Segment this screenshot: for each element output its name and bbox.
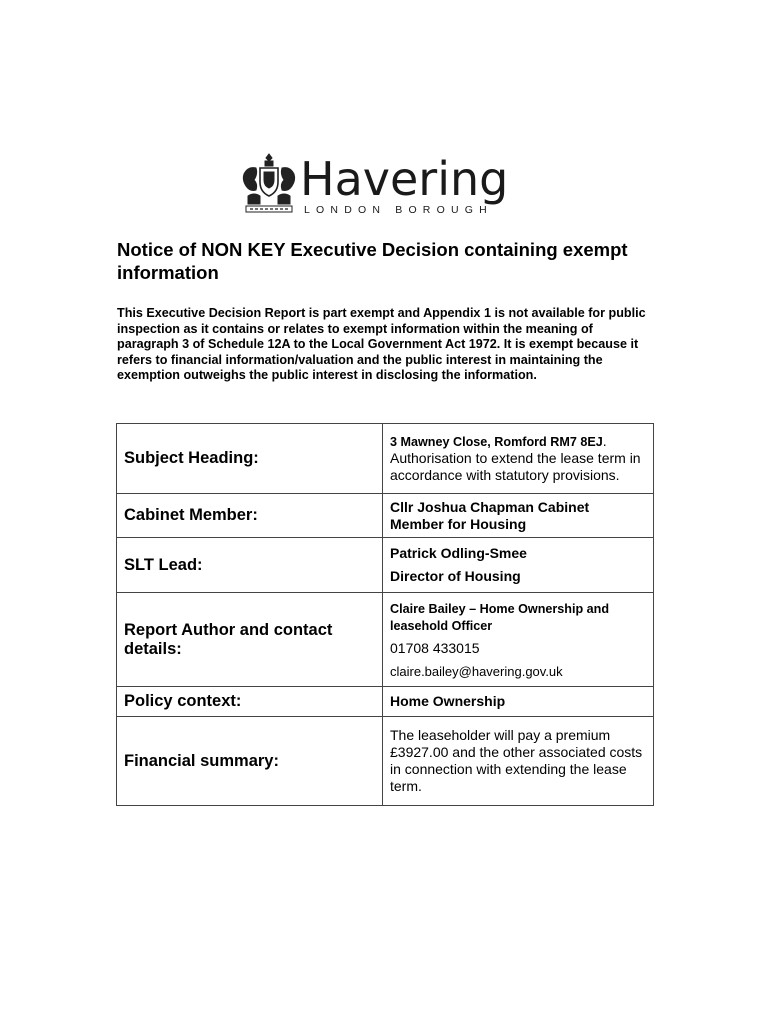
table-row bbox=[117, 494, 654, 538]
subject-address-dot: . bbox=[602, 433, 607, 449]
slt-lead-name: Patrick Odling-Smee bbox=[390, 545, 527, 561]
table-row bbox=[117, 538, 654, 593]
cabinet-member-value: Cllr Joshua Chapman Cabinet Member for Housing bbox=[383, 494, 654, 538]
report-author-value bbox=[383, 593, 654, 687]
table-row bbox=[117, 593, 654, 687]
subject-heading-value bbox=[383, 424, 654, 494]
havering-logo bbox=[240, 152, 530, 222]
subject-description: Authorisation to extend the lease term in accordance with statutory provisions. bbox=[390, 450, 641, 483]
report-author-label: Report Author and contact details: bbox=[117, 593, 383, 687]
logo-subtitle: LONDON BOROUGH bbox=[304, 204, 493, 216]
logo-wordmark: Havering bbox=[300, 152, 509, 206]
subject-address: 3 Mawney Close, Romford RM7 8EJ bbox=[390, 435, 603, 449]
financial-summary-label: Financial summary: bbox=[117, 717, 383, 806]
table-row bbox=[117, 424, 654, 494]
subject-heading-label: Subject Heading: bbox=[117, 424, 383, 494]
table-row bbox=[117, 717, 654, 806]
slt-lead-role: Director of Housing bbox=[390, 568, 521, 584]
policy-context-label: Policy context: bbox=[117, 687, 383, 717]
slt-lead-label: SLT Lead: bbox=[117, 538, 383, 593]
coat-of-arms-icon bbox=[240, 152, 298, 218]
slt-lead-value bbox=[383, 538, 654, 593]
policy-context-value: Home Ownership bbox=[383, 687, 654, 717]
cabinet-member-label: Cabinet Member: bbox=[117, 494, 383, 538]
author-name: Claire Bailey – Home Ownership and leasehold Officer bbox=[390, 601, 610, 633]
author-phone: 01708 433015 bbox=[390, 639, 480, 656]
author-email: claire.bailey@havering.gov.uk bbox=[390, 663, 563, 679]
exempt-notice-paragraph: This Executive Decision Report is part exempt and Appendix 1 is not available for public inspection as it contains or relates to exempt information within the meaning of paragraph 3 of Schedule 12A to the Local Government Act 1972. It is exempt because it refers to financial information/valuation and the public interest in maintaining the exemption outweighs the public interest in disclosing the information. bbox=[117, 306, 646, 383]
financial-summary-value: The leaseholder will pay a premium £3927.00 and the other associated costs in connection with extending the lease term. bbox=[383, 717, 654, 806]
table-row bbox=[117, 687, 654, 717]
page-title: Notice of NON KEY Executive Decision containing exempt information bbox=[117, 239, 628, 283]
decision-details-table bbox=[116, 423, 654, 806]
